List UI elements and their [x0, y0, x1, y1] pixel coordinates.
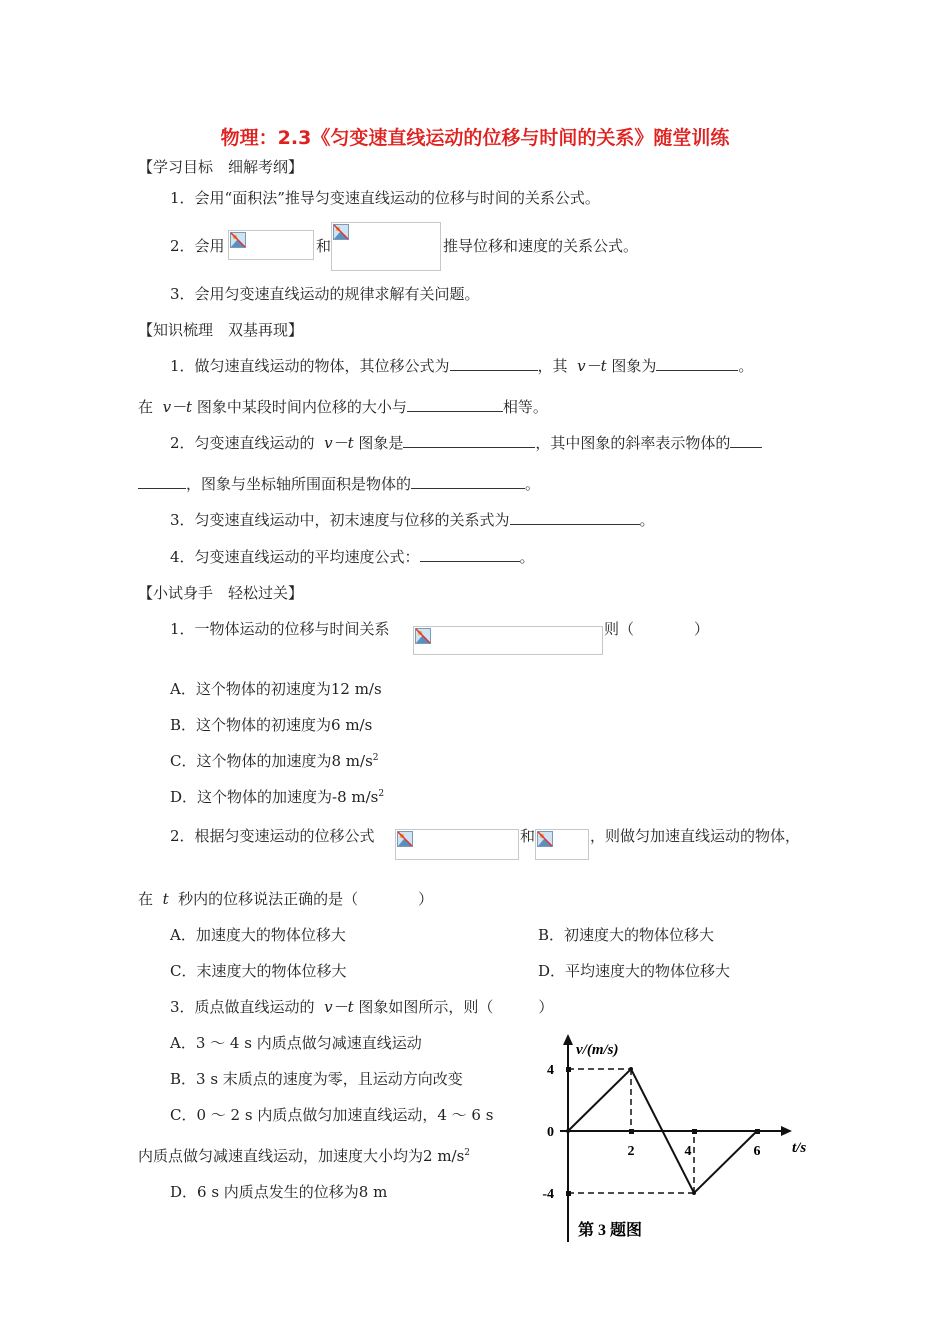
review-q2-text-a: 2．匀变速直线运动的	[170, 434, 315, 452]
data-point	[692, 1191, 696, 1195]
practice-q3-option-d[interactable]: D．6 s 内质点发生的位移为8 m	[170, 1183, 388, 1201]
practice-q2-option-c[interactable]: C．末速度大的物体位移大	[170, 962, 347, 980]
practice-q3-option-a[interactable]: A．3 ～ 4 s 内质点做匀减速直线运动	[170, 1034, 422, 1052]
review-q4	[170, 547, 535, 567]
vt-symbol: v－t	[324, 434, 354, 452]
y-tick-label: -4	[542, 1187, 554, 1202]
broken-image-icon	[415, 628, 431, 644]
figure-caption: 第 3 题图	[578, 1222, 643, 1239]
review-q4-text-b: 。	[519, 548, 535, 566]
broken-image-icon	[537, 831, 553, 847]
data-point	[566, 1129, 570, 1133]
section-heading-practice: 【小试身手 轻松过关】	[138, 584, 304, 602]
goal-item-3: 3．会用匀变速直线运动的规律求解有关问题。	[170, 285, 480, 303]
x-tick-label: 2	[627, 1144, 635, 1159]
broken-image-icon	[333, 224, 349, 240]
answer-blank[interactable]	[450, 356, 538, 371]
review-q1-text-d: 。	[738, 357, 754, 375]
t-symbol: t	[162, 890, 169, 908]
review-q1-text-e: 在	[138, 398, 154, 416]
review-q2-line2	[138, 474, 540, 494]
section-heading-goals: 【学习目标 细解考纲】	[138, 158, 304, 176]
y-axis-label: v/(m/s)	[576, 1042, 619, 1058]
review-q4-text-a: 4．匀变速直线运动的平均速度公式：	[170, 548, 420, 566]
review-q1-text-b: ，其	[537, 357, 568, 375]
practice-q1-option-b[interactable]: B．这个物体的初速度为6 m/s	[170, 716, 373, 734]
x-axis-label: t/s	[792, 1140, 807, 1156]
review-q3-text-b: 。	[639, 511, 655, 529]
answer-blank[interactable]	[420, 547, 520, 562]
goal-item-1: 1．会用“面积法”推导匀变速直线运动的位移与时间的关系公式。	[170, 189, 600, 207]
review-q2-text-c: ，其中图象的斜率表示物体的	[535, 434, 731, 452]
x-tick-label: 6	[753, 1144, 761, 1159]
answer-blank[interactable]	[510, 510, 640, 525]
practice-q3-option-c[interactable]: C．0 ～ 2 s 内质点做匀加速直线运动，4 ～ 6 s	[170, 1106, 494, 1124]
review-q1-line1	[170, 356, 753, 376]
answer-blank[interactable]	[411, 474, 525, 489]
vt-symbol: v－t	[577, 357, 607, 375]
broken-image-icon	[397, 831, 413, 847]
x-axis-arrow-icon	[781, 1126, 792, 1136]
practice-q1-stem: 1．一物体运动的位移与时间关系	[170, 620, 390, 638]
practice-q1-option-c[interactable]	[170, 751, 379, 771]
option-text: C．这个物体的加速度为8 m/s	[170, 752, 373, 770]
practice-q2-tail: ，则做匀加速直线运动的物体，	[590, 827, 801, 845]
y-tick-label: 4	[547, 1063, 554, 1078]
data-point	[755, 1129, 759, 1133]
answer-blank[interactable]	[407, 397, 503, 412]
vt-symbol: v－t	[324, 998, 354, 1016]
q3-text-b: 图象如图所示，则（ ）	[358, 998, 554, 1016]
practice-q3-option-c-cont	[138, 1146, 470, 1166]
practice-q1-option-d[interactable]	[170, 787, 384, 807]
superscript-2: 2	[378, 789, 385, 799]
x-tick-label: 4	[684, 1144, 692, 1159]
practice-q2-option-b[interactable]: B．初速度大的物体位移大	[538, 926, 715, 944]
formula-image-placeholder	[331, 222, 441, 271]
review-q1-text-g: 相等。	[502, 398, 548, 416]
goal-item-2-and: 和	[316, 237, 332, 255]
data-point	[629, 1067, 633, 1071]
review-q1-text-f: 图象中某段时间内位移的大小与	[196, 398, 407, 416]
review-q2-line1	[170, 433, 762, 453]
practice-q2-line2	[138, 889, 433, 909]
practice-q2-option-a[interactable]: A．加速度大的物体位移大	[170, 926, 346, 944]
answer-blank[interactable]	[138, 474, 186, 489]
answer-blank[interactable]	[403, 433, 535, 448]
formula-image-placeholder	[413, 626, 603, 655]
practice-q2-option-d[interactable]: D．平均速度大的物体位移大	[538, 962, 731, 980]
y-tick-label: 0	[547, 1125, 554, 1140]
tick-labels	[542, 1063, 760, 1202]
review-q1-line2	[138, 397, 548, 417]
goal-item-2-suffix: 推导位移和速度的关系公式。	[443, 237, 639, 255]
y-axis-arrow-icon	[563, 1034, 573, 1045]
q2-text-a: 在	[138, 890, 154, 908]
broken-image-icon	[230, 232, 246, 248]
superscript-2: 2	[464, 1148, 471, 1158]
practice-q3-option-b[interactable]: B．3 s 末质点的速度为零，且运动方向改变	[170, 1070, 463, 1088]
q3-text-a: 3．质点做直线运动的	[170, 998, 315, 1016]
section-heading-review: 【知识梳理 双基再现】	[138, 321, 304, 339]
practice-q3-stem	[170, 997, 553, 1017]
q2-text-b: 秒内的位移说法正确的是（ ）	[178, 890, 434, 908]
review-q1-text-a: 1．做匀速直线运动的物体，其位移公式为	[170, 357, 450, 375]
review-q1-text-c: 图象为	[611, 357, 657, 375]
review-q3	[170, 510, 655, 530]
review-q3-text-a: 3．匀变速直线运动中，初末速度与位移的关系式为	[170, 511, 510, 529]
review-q2-text-d: ，图象与坐标轴所围面积是物体的	[186, 475, 412, 493]
formula-image-placeholder	[395, 829, 519, 860]
answer-blank[interactable]	[656, 356, 738, 371]
practice-q2-stem: 2．根据匀变速运动的位移公式	[170, 827, 375, 845]
review-q2-text-b: 图象是	[358, 434, 404, 452]
page-title: 物理：2.3《匀变速直线运动的位移与时间的关系》随堂训练	[220, 127, 730, 149]
formula-image-placeholder	[228, 230, 314, 260]
answer-blank[interactable]	[730, 433, 762, 448]
practice-q1-option-a[interactable]: A．这个物体的初速度为12 m/s	[170, 680, 382, 698]
option-text: 内质点做匀减速直线运动，加速度大小均为2 m/s	[138, 1147, 465, 1165]
formula-image-placeholder	[535, 829, 589, 860]
superscript-2: 2	[372, 753, 379, 763]
option-text: D．这个物体的加速度为-8 m/s	[170, 788, 379, 806]
practice-q1-tail: 则（ ）	[604, 620, 710, 638]
practice-q2-and: 和	[520, 827, 536, 845]
review-q2-text-e: 。	[525, 475, 541, 493]
goal-item-2-prefix: 2．会用	[170, 237, 225, 255]
vt-symbol: v－t	[162, 398, 193, 416]
vt-graph-figure	[530, 1030, 830, 1260]
